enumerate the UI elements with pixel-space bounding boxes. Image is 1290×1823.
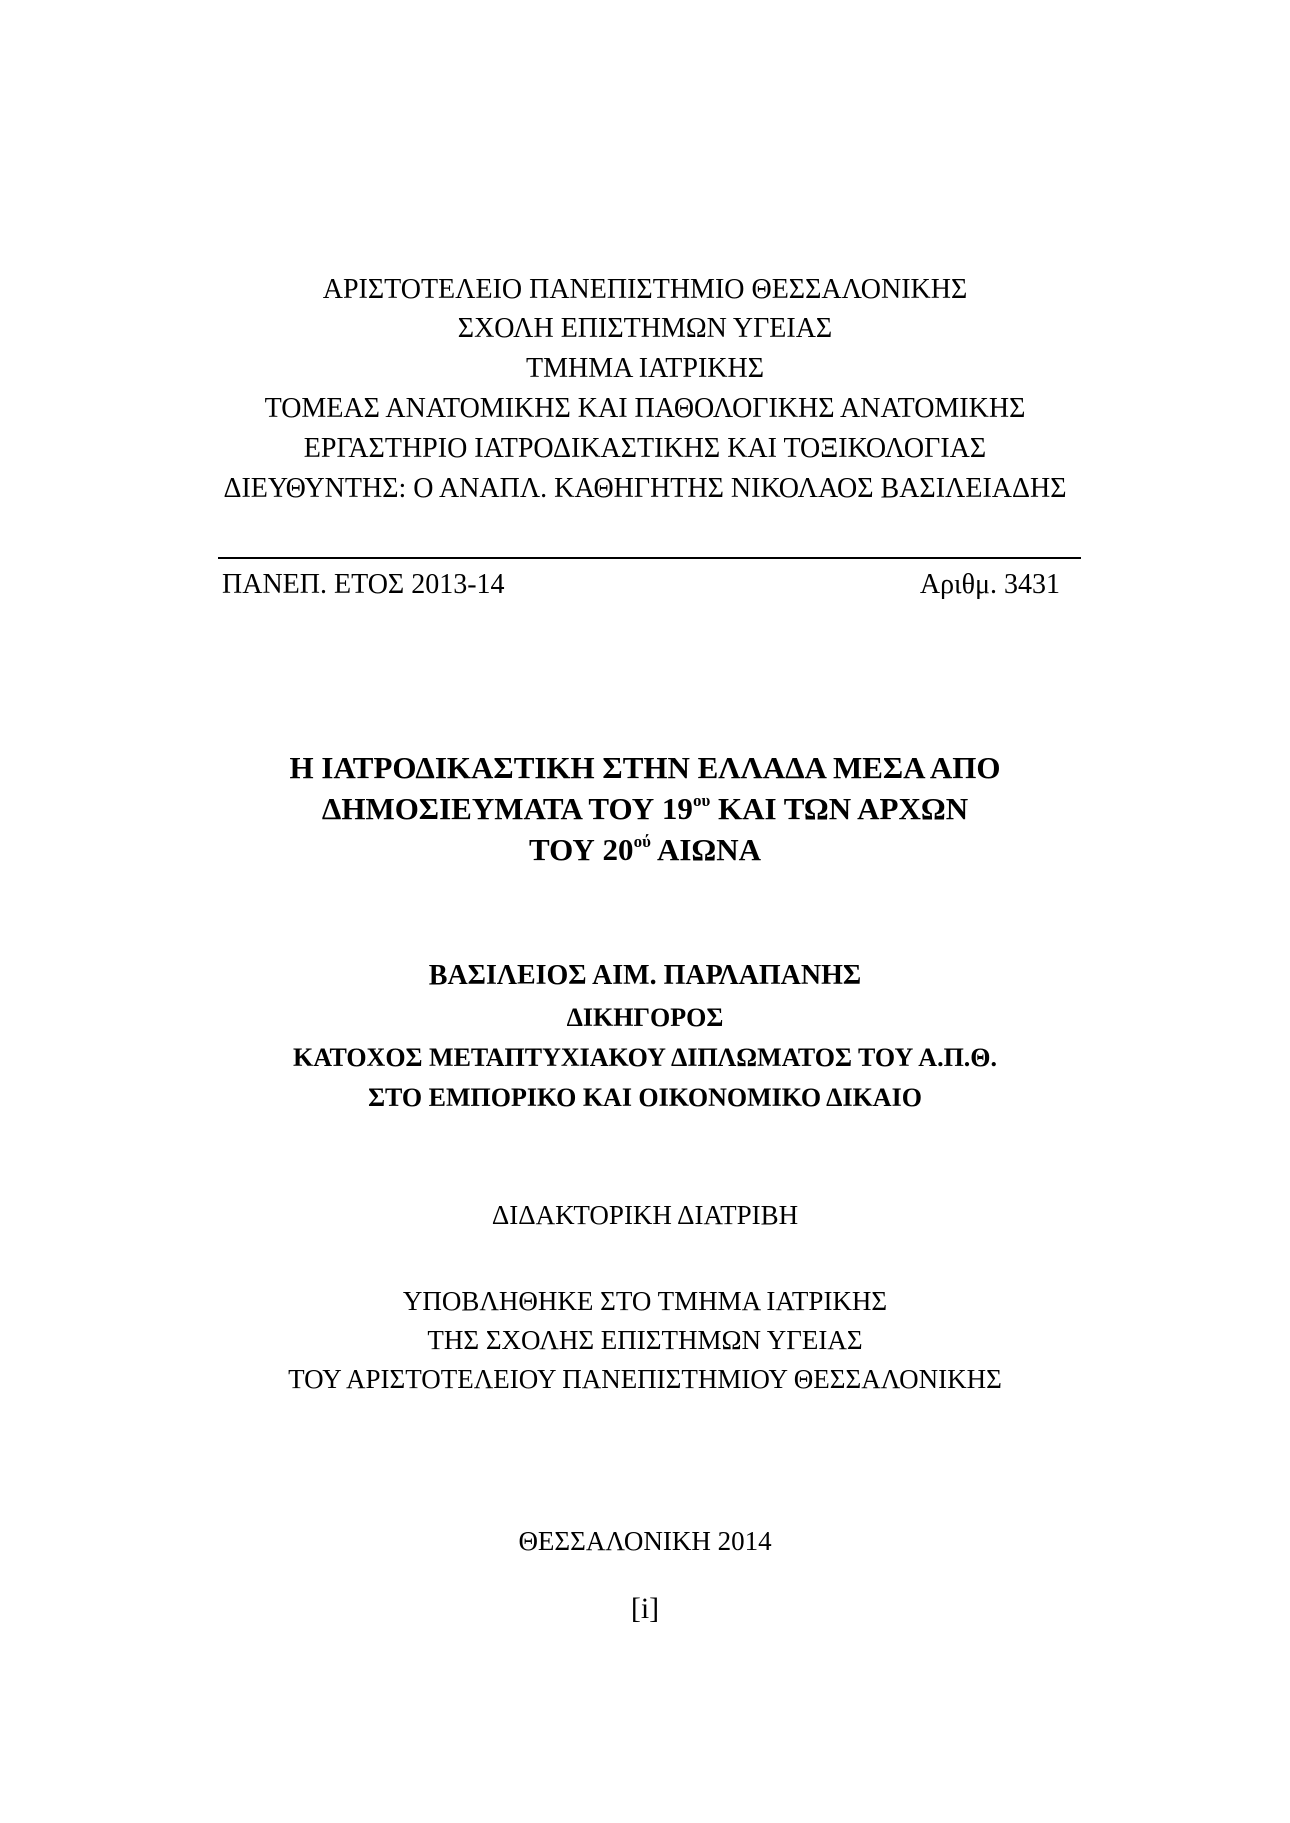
title-line-3-end: ΑΙΩΝΑ — [650, 832, 762, 867]
academic-year: ΠΑΝΕΠ. ΕΤΟΣ 2013-14 — [222, 569, 505, 600]
author-degree-line-1: ΚΑΤΟΧΟΣ ΜΕΤΑΠΤΥΧΙΑΚΟΥ ΔΙΠΛΩΜΑΤΟΣ ΤΟΥ Α.Π.Θ. — [292, 1043, 998, 1072]
director-line: ΔΙΕΥΘΥΝΤΗΣ: Ο ΑΝΑΠΛ. ΚΑΘΗΓΗΤΗΣ ΝΙΚΟΛΑΟΣ ΒΑΣΙΛΕΙΑΔΗΣ — [223, 473, 1067, 504]
title-line-3-superscript: ού — [633, 832, 651, 852]
sector-name: ΤΟΜΕΑΣ ΑΝΑΤΟΜΙΚΗΣ ΚΑΙ ΠΑΘΟΛΟΓΙΚΗΣ ΑΝΑΤΟΜΙΚΗΣ — [264, 393, 1026, 424]
author-profession: ΔΙΚΗΓΟΡΟΣ — [566, 1003, 724, 1032]
submission-line-3: ΤΟΥ ΑΡΙΣΤΟΤΕΛΕΙΟΥ ΠΑΝΕΠΙΣΤΗΜΙΟΥ ΘΕΣΣΑΛΟΝΙΚΗΣ — [288, 1364, 1002, 1394]
title-line-2 — [0, 793, 1290, 824]
title-line-2-superscript: ου — [692, 791, 711, 811]
author-degree-line-2: ΣΤΟ ΕΜΠΟΡΙΚΟ ΚΑΙ ΟΙΚΟΝΟΜΙΚΟ ΔΙΚΑΙΟ — [368, 1083, 922, 1112]
department-name: ΤΜΗΜΑ ΙΑΤΡΙΚΗΣ — [526, 353, 764, 384]
thesis-number: Αριθμ. 3431 — [919, 569, 1060, 600]
title-line-2-start: ΔΗΜΟΣΙΕΥΜΑΤΑ ΤΟΥ 19 — [321, 791, 693, 826]
title-line-3 — [0, 834, 1290, 865]
page-number: [i] — [630, 1592, 660, 1625]
title-line-3-start: ΤΟΥ 20 — [528, 832, 634, 867]
title-line-1: Η ΙΑΤΡΟΔΙΚΑΣΤΙΚΗ ΣΤΗΝ ΕΛΛΑΔΑ ΜΕΣΑ ΑΠΟ — [289, 750, 1001, 785]
laboratory-name: ΕΡΓΑΣΤΗΡΙΟ ΙΑΤΡΟΔΙΚΑΣΤΙΚΗΣ ΚΑΙ ΤΟΞΙΚΟΛΟΓΙΑΣ — [303, 433, 987, 464]
submission-line-2: ΤΗΣ ΣΧΟΛΗΣ ΕΠΙΣΤΗΜΩΝ ΥΓΕΙΑΣ — [427, 1325, 863, 1355]
divider-rule — [218, 557, 1081, 559]
place-year: ΘΕΣΣΑΛΟΝΙΚΗ 2014 — [518, 1526, 772, 1556]
author-name: ΒΑΣΙΛΕΙΟΣ ΑΙΜ. ΠΑΡΛΑΠΑΝΗΣ — [428, 960, 862, 991]
submission-line-1: ΥΠΟΒΛΗΘΗΚΕ ΣΤΟ ΤΜΗΜΑ ΙΑΤΡΙΚΗΣ — [402, 1286, 888, 1316]
thesis-type: ΔΙΔΑΚΤΟΡΙΚΗ ΔΙΑΤΡΙΒΗ — [491, 1200, 799, 1230]
title-line-2-end: ΚΑΙ ΤΩΝ ΑΡΧΩΝ — [710, 791, 969, 826]
school-name: ΣΧΟΛΗ ΕΠΙΣΤΗΜΩΝ ΥΓΕΙΑΣ — [457, 313, 833, 344]
university-name: ΑΡΙΣΤΟΤΕΛΕΙΟ ΠΑΝΕΠΙΣΤΗΜΙΟ ΘΕΣΣΑΛΟΝΙΚΗΣ — [322, 274, 968, 305]
